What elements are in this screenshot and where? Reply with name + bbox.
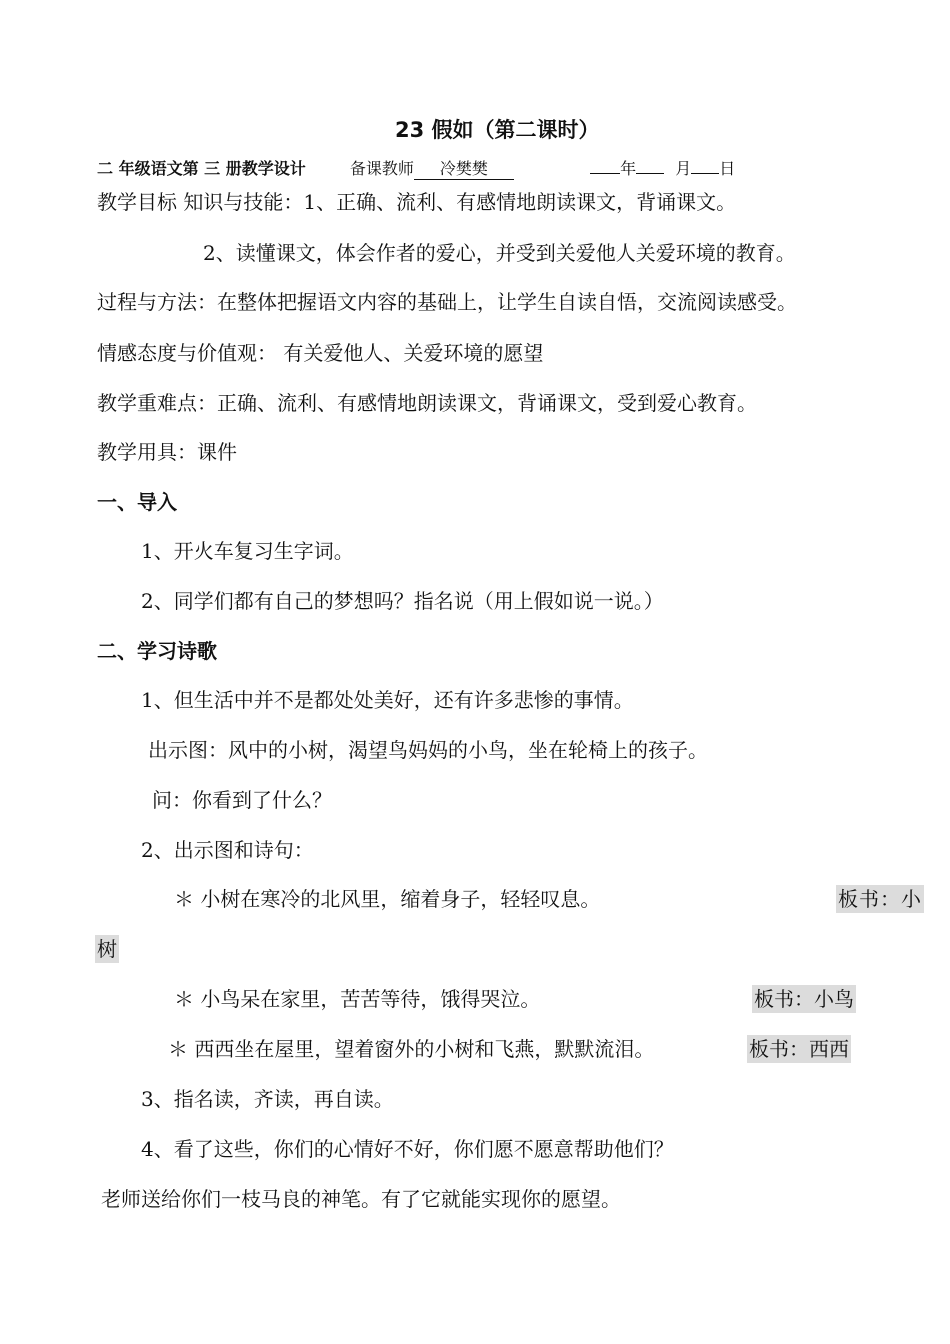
doc-header <box>97 155 735 183</box>
board-note-3: 板书：西西 <box>749 1037 849 1061</box>
poem-line-1: ＊ 小树在寒冷的北风里，缩着身子，轻轻叹息。 <box>174 887 601 911</box>
teaching-tools: 教学用具：课件 <box>97 440 237 464</box>
day-blank <box>691 173 719 174</box>
page-title: 23 假如（第二课时） <box>395 118 600 142</box>
board-note-2: 板书：小鸟 <box>754 987 854 1011</box>
intro-item-2: 2、同学们都有自己的梦想吗？指名说（用上假如说一说。） <box>141 589 664 613</box>
emotion-values: 情感态度与价值观： 有关爱他人、关爱环境的愿望 <box>97 341 544 365</box>
month-label: 月 <box>675 159 692 178</box>
board-note-1: 板书：小 <box>838 887 922 911</box>
intro-item-1: 1、开火车复习生字词。 <box>141 539 354 563</box>
goal-line-2: 2、读懂课文，体会作者的爱心，并受到关爱他人关爱环境的教育。 <box>203 241 796 265</box>
day-label: 日 <box>719 159 736 178</box>
grade-label: 二 年级语文第 三 册教学设计 <box>97 159 306 178</box>
teacher-name: 冷樊樊 <box>414 159 514 180</box>
teacher-label: 备课教师 <box>349 159 414 178</box>
poem-item-3: 3、指名读，齐读，再自读。 <box>141 1087 394 1111</box>
month-blank <box>636 173 664 174</box>
section-heading-intro: 一、导入 <box>97 490 177 514</box>
goal-line-1: 教学目标 知识与技能：1、正确、流利、有感情地朗读课文，背诵课文。 <box>97 190 737 214</box>
process-method: 过程与方法：在整体把握语文内容的基础上，让学生自读自悟，交流阅读感受。 <box>97 290 797 314</box>
question: 问：你看到了什么？ <box>152 788 332 812</box>
poem-item-1: 1、但生活中并不是都处处美好，还有许多悲惨的事情。 <box>141 688 634 712</box>
board-note-1-cont: 树 <box>97 937 117 961</box>
poem-line-2: ＊ 小鸟呆在家里，苦苦等待，饿得哭泣。 <box>174 987 541 1011</box>
year-label: 年 <box>620 159 637 178</box>
poem-line-3: ＊ 西西坐在屋里，望着窗外的小树和飞燕，默默流泪。 <box>168 1037 655 1061</box>
section-heading-poem: 二、学习诗歌 <box>97 639 217 663</box>
teacher-gift: 老师送给你们一枝马良的神笔。有了它就能实现你的愿望。 <box>101 1187 621 1211</box>
key-points: 教学重难点：正确、流利、有感情地朗读课文，背诵课文，受到爱心教育。 <box>97 391 757 415</box>
poem-item-4: 4、看了这些，你们的心情好不好，你们愿不愿意帮助他们？ <box>141 1137 674 1161</box>
show-picture: 出示图：风中的小树，渴望鸟妈妈的小鸟，坐在轮椅上的孩子。 <box>148 738 708 762</box>
poem-item-2: 2、出示图和诗句： <box>141 838 314 862</box>
year-blank <box>590 173 620 174</box>
